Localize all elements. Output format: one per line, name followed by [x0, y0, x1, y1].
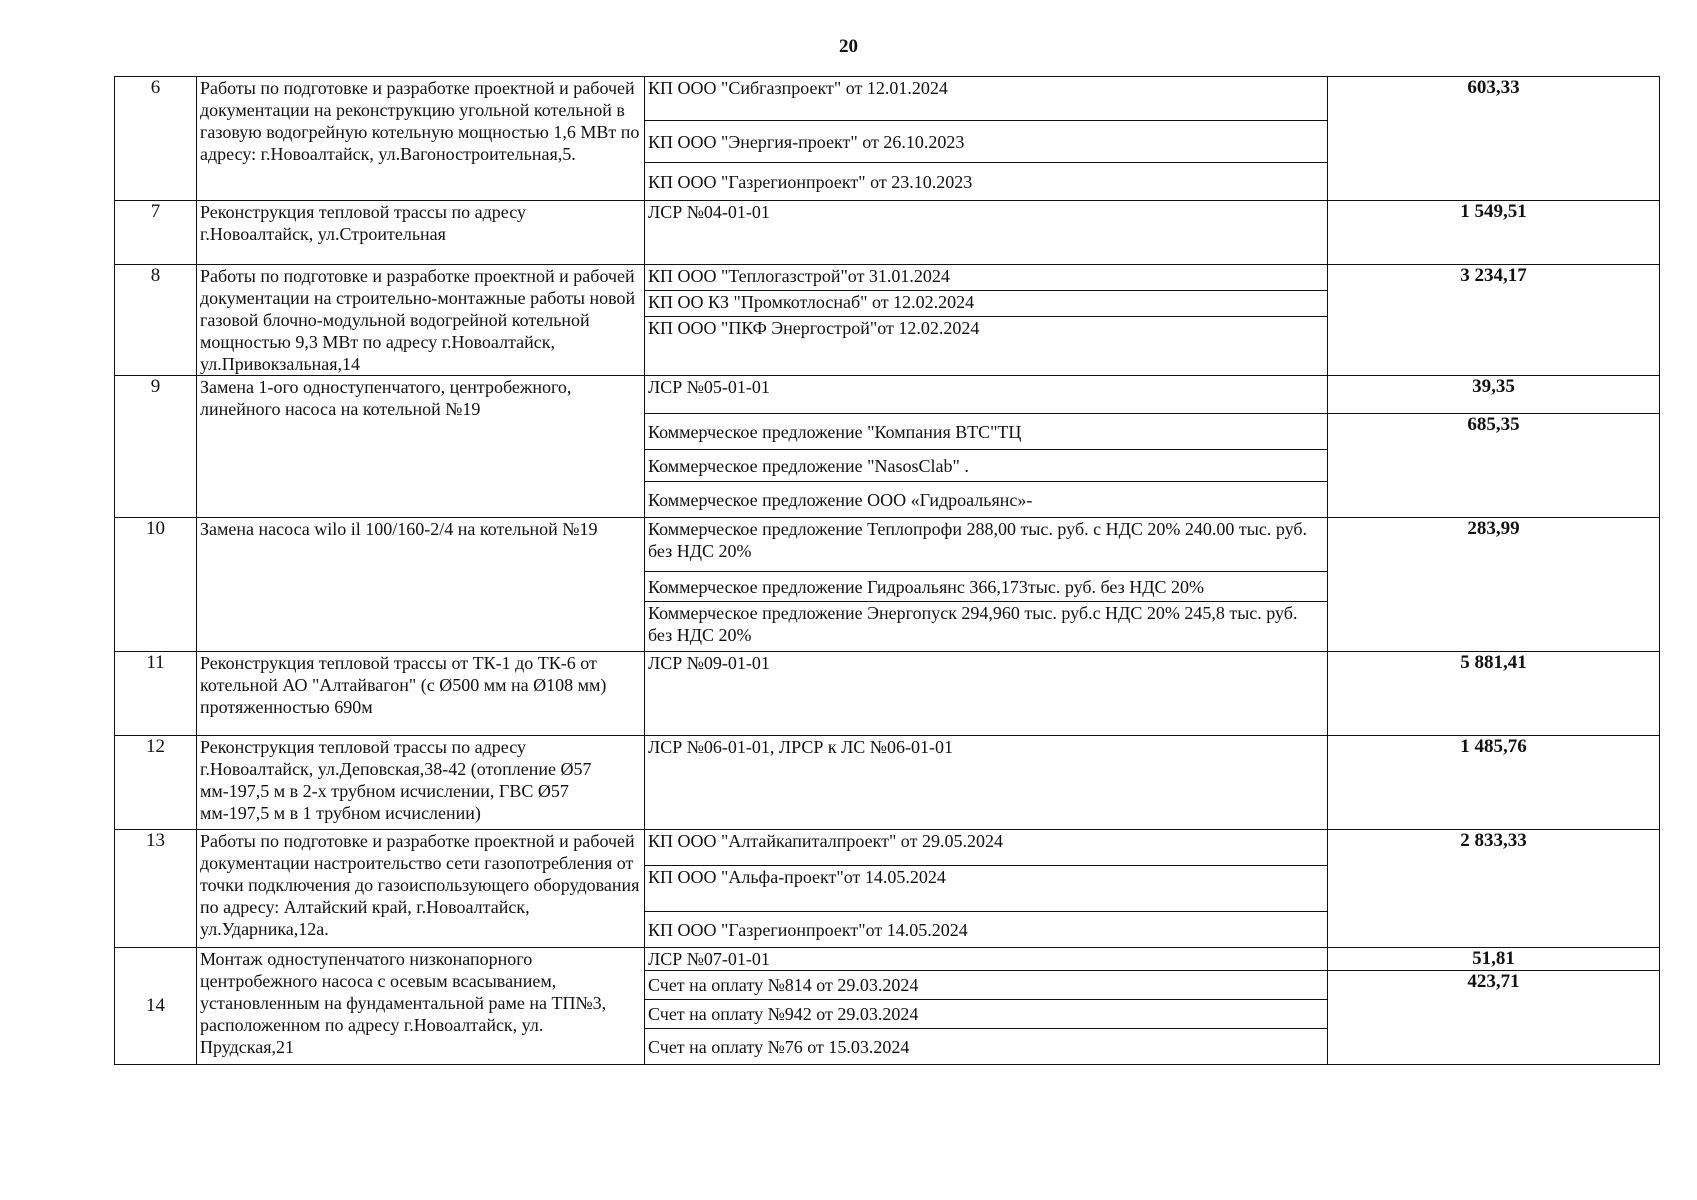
table-row	[115, 830, 1660, 866]
source-document: ЛСР №05-01-01	[645, 376, 1328, 414]
row-amount: 51,81	[1328, 948, 1660, 971]
row-amount: 685,35	[1328, 414, 1660, 518]
cost-table	[114, 76, 1660, 1065]
source-document: Коммерческое предложение "NasosClab" .	[645, 450, 1328, 482]
row-number: 8	[115, 265, 197, 376]
source-document: Коммерческое предложение ООО «Гидроальянс»-	[645, 482, 1328, 518]
row-amount: 1 549,51	[1328, 201, 1660, 265]
table-row	[115, 265, 1660, 291]
row-description: Работы по подготовке и разработке проектной и рабочей документации настроительство сети газопотребления от точки подключения до газоиспользующего оборудования по адресу: Алтайский край, г.Новоалтайск, ул.Ударника,12а.	[197, 830, 645, 948]
source-document: ЛСР №09-01-01	[645, 652, 1328, 736]
row-description: Работы по подготовке и разработке проектной и рабочей документации на реконструкцию угольной котельной в газовую водогрейную котельную мощностью 1,6 МВт по адресу: г.Новоалтайск, ул.Вагоностроительная,5.	[197, 77, 645, 201]
table-row	[115, 652, 1660, 736]
row-amount: 5 881,41	[1328, 652, 1660, 736]
page-number: 20	[839, 36, 858, 57]
row-number: 9	[115, 376, 197, 518]
row-number: 11	[115, 652, 197, 736]
row-amount: 39,35	[1328, 376, 1660, 414]
source-document: КП ООО "Альфа-проект"от 14.05.2024	[645, 866, 1328, 912]
table-row	[115, 201, 1660, 265]
source-document: КП ООО "Энергия-проект" от 26.10.2023	[645, 121, 1328, 163]
row-description: Замена 1-ого одноступенчатого, центробежного, линейного насоса на котельной №19	[197, 376, 645, 518]
source-document: КП ОО КЗ "Промкотлоснаб" от 12.02.2024	[645, 291, 1328, 317]
row-amount: 423,71	[1328, 971, 1660, 1065]
table-row	[115, 77, 1660, 121]
source-document: КП ООО "ПКФ Энергострой"от 12.02.2024	[645, 317, 1328, 376]
row-number: 12	[115, 736, 197, 830]
source-document: Счет на оплату №942 от 29.03.2024	[645, 1000, 1328, 1029]
source-document: ЛСР №06-01-01, ЛРСР к ЛС №06-01-01	[645, 736, 1328, 830]
row-number: 14	[115, 948, 197, 1065]
source-document: Счет на оплату №814 от 29.03.2024	[645, 971, 1328, 1000]
source-document: ЛСР №07-01-01	[645, 948, 1328, 971]
row-description: Монтаж одноступенчатого низконапорного центробежного насоса с осевым всасыванием, установленным на фундаментальной раме на ТП№3, расположенном по адресу г.Новоалтайск, ул. Прудская,21	[197, 948, 645, 1065]
source-document: Счет на оплату №76 от 15.03.2024	[645, 1029, 1328, 1065]
row-amount: 283,99	[1328, 518, 1660, 652]
row-number: 7	[115, 201, 197, 265]
table-row	[115, 376, 1660, 414]
row-amount: 603,33	[1328, 77, 1660, 201]
source-document: Коммерческое предложение Гидроальянс 366,173тыс. руб. без НДС 20%	[645, 572, 1328, 602]
table-row	[115, 948, 1660, 971]
source-document: КП ООО "Теплогазстрой"от 31.01.2024	[645, 265, 1328, 291]
source-document: КП ООО "Сибгазпроект" от 12.01.2024	[645, 77, 1328, 121]
source-document: Коммерческое предложение "Компания ВТС"ТЦ	[645, 414, 1328, 450]
row-description: Реконструкция тепловой трассы по адресу г.Новоалтайск, ул.Деповская,38-42 (отопление Ø57 мм-197,5 м в 2-х трубном исчислении, ГВС Ø57 мм-197,5 м в 1 трубном исчислении)	[197, 736, 645, 830]
row-amount: 1 485,76	[1328, 736, 1660, 830]
row-number: 13	[115, 830, 197, 948]
source-document: Коммерческое предложение Энергопуск 294,960 тыс. руб.с НДС 20% 245,8 тыс. руб. без НДС 20%	[645, 602, 1328, 652]
table-row	[115, 736, 1660, 830]
table-row	[115, 518, 1660, 572]
source-document: КП ООО "Алтайкапиталпроект" от 29.05.2024	[645, 830, 1328, 866]
row-description: Реконструкция тепловой трассы по адресу г.Новоалтайск, ул.Строительная	[197, 201, 645, 265]
source-document: КП ООО "Газрегионпроект" от 23.10.2023	[645, 163, 1328, 201]
source-document: ЛСР №04-01-01	[645, 201, 1328, 265]
row-number: 10	[115, 518, 197, 652]
row-number: 6	[115, 77, 197, 201]
row-amount: 3 234,17	[1328, 265, 1660, 376]
source-document: КП ООО "Газрегионпроект"от 14.05.2024	[645, 912, 1328, 948]
row-description: Замена насоса wilo il 100/160-2/4 на котельной №19	[197, 518, 645, 652]
row-description: Реконструкция тепловой трассы от ТК-1 до ТК-6 от котельной АО "Алтайвагон" (с Ø500 мм на Ø108 мм) протяженностью 690м	[197, 652, 645, 736]
source-document: Коммерческое предложение Теплопрофи 288,00 тыс. руб. с НДС 20% 240.00 тыс. руб. без НДС 20%	[645, 518, 1328, 572]
row-amount: 2 833,33	[1328, 830, 1660, 948]
row-description: Работы по подготовке и разработке проектной и рабочей документации на строительно-монтажные работы новой газовой блочно-модульной водогрейной котельной мощностью 9,3 МВт по адресу г.Новоалтайск, ул.Привокзальная,14	[197, 265, 645, 376]
